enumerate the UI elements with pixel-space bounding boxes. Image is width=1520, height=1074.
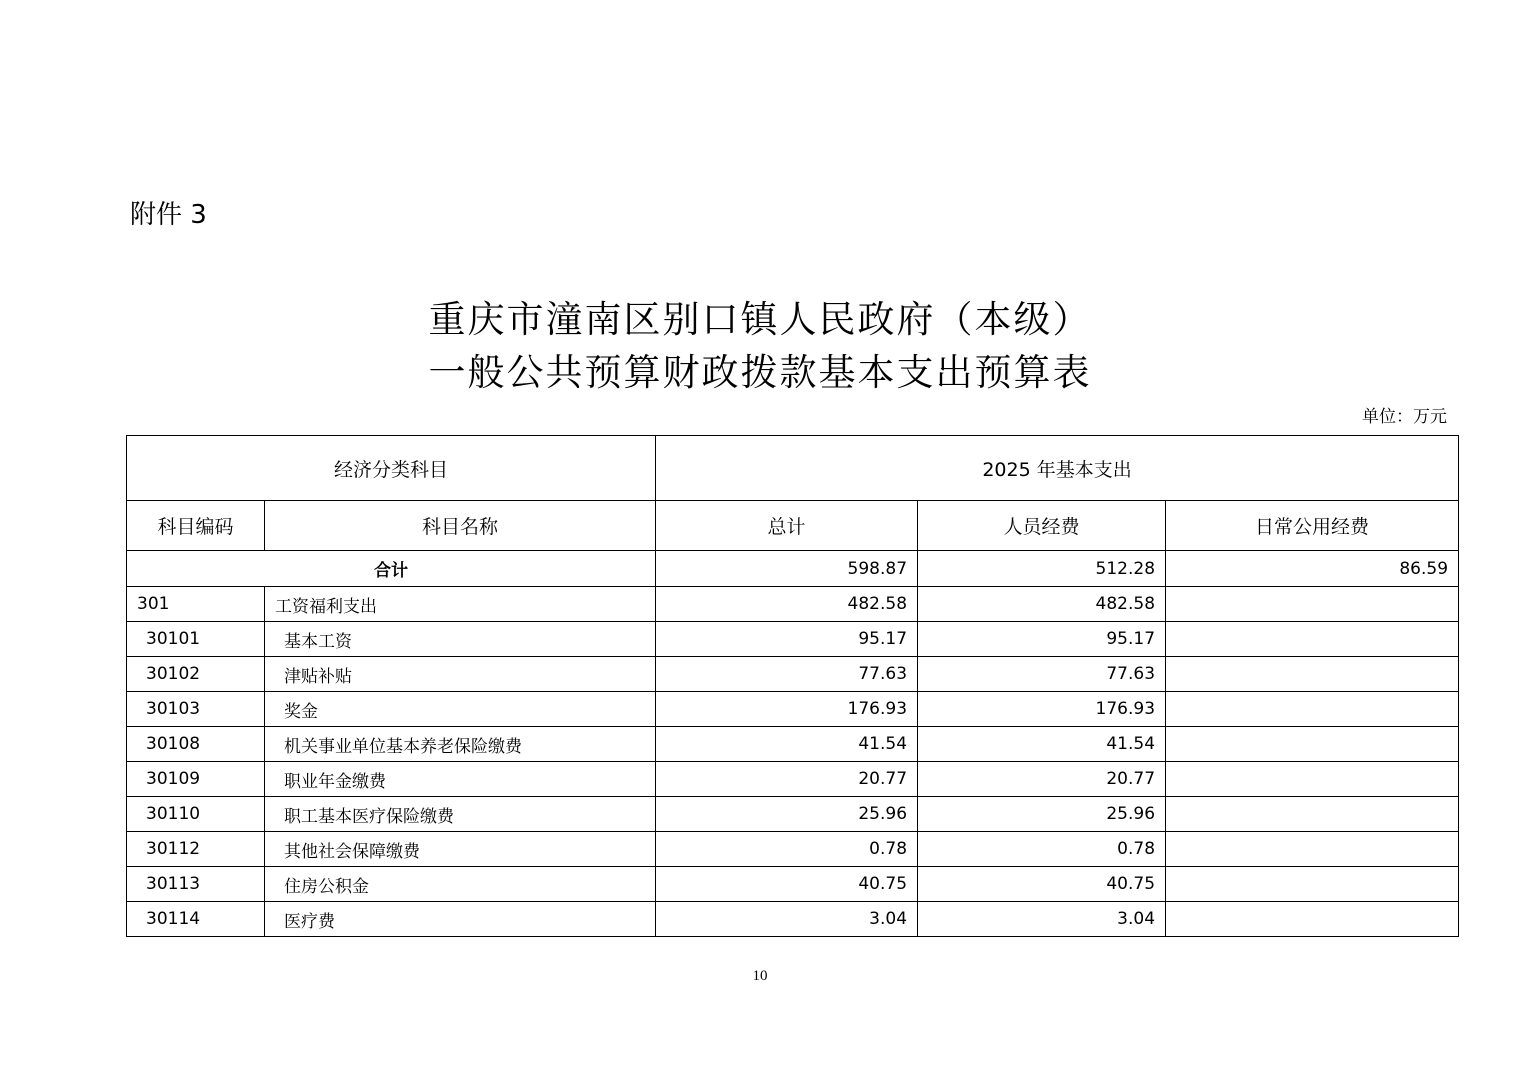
cell-name: 职工基本医疗保险缴费 [265,797,656,832]
attachment-label: 附件 3 [130,200,207,230]
cell-personnel: 77.63 [918,657,1166,692]
cell-total: 176.93 [656,692,918,727]
cell-public [1166,867,1459,902]
unit-label: 单位：万元 [1362,407,1447,427]
group-header-economic: 经济分类科目 [127,436,656,501]
cell-code: 30108 [127,727,265,762]
table-row [127,692,1459,727]
total-cell-personnel: 512.28 [918,551,1166,587]
cell-code: 30110 [127,797,265,832]
cell-name: 住房公积金 [265,867,656,902]
cell-total: 41.54 [656,727,918,762]
cell-public [1166,902,1459,937]
cell-name: 工资福利支出 [265,587,656,622]
table-row [127,657,1459,692]
cell-total: 20.77 [656,762,918,797]
cell-personnel: 41.54 [918,727,1166,762]
cell-total: 40.75 [656,867,918,902]
cell-code: 30102 [127,657,265,692]
page-title-line1: 重庆市潼南区别口镇人民政府（本级） [428,298,1092,341]
cell-public [1166,587,1459,622]
group-header-year: 2025 年基本支出 [656,436,1459,501]
table-row [127,587,1459,622]
cell-public [1166,727,1459,762]
cell-name: 其他社会保障缴费 [265,832,656,867]
cell-total: 25.96 [656,797,918,832]
table-row [127,902,1459,937]
cell-name: 机关事业单位基本养老保险缴费 [265,727,656,762]
table-row [127,727,1459,762]
column-header-code: 科目编码 [127,501,265,551]
cell-personnel: 482.58 [918,587,1166,622]
total-row [127,551,1459,587]
table-column-header-row [127,501,1459,551]
cell-code: 30103 [127,692,265,727]
cell-personnel: 25.96 [918,797,1166,832]
page-number: 10 [752,968,768,984]
cell-name: 医疗费 [265,902,656,937]
cell-public [1166,657,1459,692]
cell-code: 30112 [127,832,265,867]
table-group-header-row [127,436,1459,501]
table-row [127,797,1459,832]
cell-personnel: 40.75 [918,867,1166,902]
table-row [127,867,1459,902]
cell-total: 95.17 [656,622,918,657]
cell-public [1166,692,1459,727]
total-label: 合计 [127,551,656,587]
cell-name: 奖金 [265,692,656,727]
cell-total: 77.63 [656,657,918,692]
column-header-personnel: 人员经费 [918,501,1166,551]
cell-code: 30109 [127,762,265,797]
column-header-total: 总计 [656,501,918,551]
cell-personnel: 95.17 [918,622,1166,657]
table-row [127,762,1459,797]
cell-total: 482.58 [656,587,918,622]
cell-personnel: 0.78 [918,832,1166,867]
cell-name: 基本工资 [265,622,656,657]
cell-personnel: 20.77 [918,762,1166,797]
budget-table [126,435,1459,937]
cell-public [1166,797,1459,832]
total-cell-public: 86.59 [1166,551,1459,587]
cell-personnel: 3.04 [918,902,1166,937]
page-title-line2: 一般公共预算财政拨款基本支出预算表 [428,351,1092,394]
cell-name: 津贴补贴 [265,657,656,692]
table-row [127,622,1459,657]
cell-name: 职业年金缴费 [265,762,656,797]
cell-public [1166,762,1459,797]
cell-public [1166,832,1459,867]
cell-public [1166,622,1459,657]
cell-code: 301 [127,587,265,622]
total-cell-total: 598.87 [656,551,918,587]
cell-personnel: 176.93 [918,692,1166,727]
cell-code: 30113 [127,867,265,902]
cell-code: 30101 [127,622,265,657]
cell-total: 0.78 [656,832,918,867]
column-header-name: 科目名称 [265,501,656,551]
cell-total: 3.04 [656,902,918,937]
column-header-public: 日常公用经费 [1166,501,1459,551]
table-row [127,832,1459,867]
cell-code: 30114 [127,902,265,937]
